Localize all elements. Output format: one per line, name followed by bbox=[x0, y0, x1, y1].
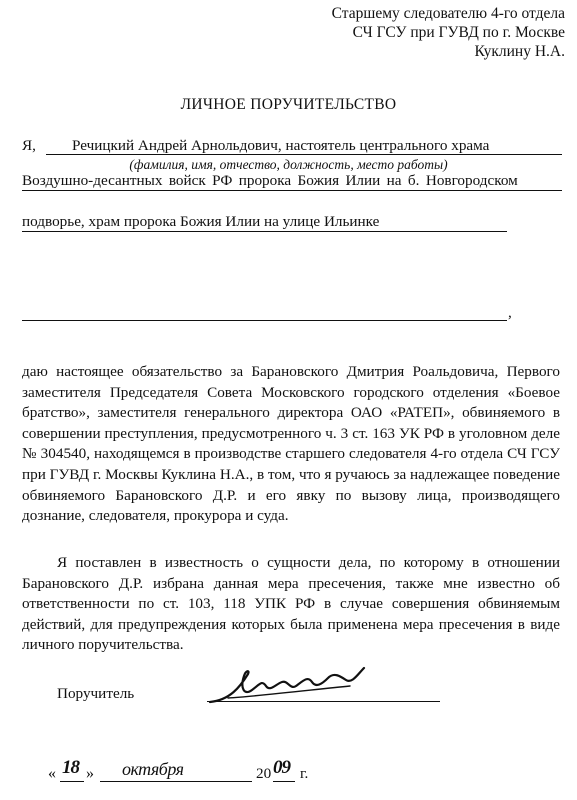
date-year-prefix: 20 bbox=[256, 765, 272, 782]
addressee-line-2: СЧ ГСУ при ГУВД по г. Москве bbox=[352, 24, 565, 41]
date-year-field bbox=[273, 757, 295, 782]
handwritten-signature bbox=[200, 662, 380, 712]
workplace-line-3 bbox=[22, 213, 507, 232]
date-close-quote: » bbox=[86, 765, 94, 782]
date-month-field bbox=[100, 761, 252, 782]
date-day-handwritten: 18 bbox=[62, 757, 79, 778]
obligation-paragraph: даю настоящее обязательство за Барановского Дмитрия Роальдовича, Первого заместителя Председателя Совета Московского городского отделения «Боевое братство», заместителя генерального директора ОАО «РАТЕП», обвиняемого в совершении преступления, предусмотренного ч. 3 ст. 163 УК РФ в уголовном деле № 304540, находящемся в производстве старшего следователя 4-го отдела СЧ ГСУ при ГУВД г. Москвы Куклина Н.А., в том, что я ручаюсь за надлежащее поведение обвиняемого Барановского Д.Р. и его явку по вызову лица, производящего дознание, следователя, прокурора и суда. bbox=[22, 363, 560, 525]
signature-label: Поручитель bbox=[57, 685, 135, 702]
addressee-line-1: Старшему следователю 4-го отдела bbox=[331, 5, 565, 22]
addressee-line-3: Куклину Н.А. bbox=[474, 43, 565, 60]
field-caption: (фамилия, имя, отчество, должность, место работы) bbox=[129, 157, 448, 172]
guarantor-name-text: Речицкий Андрей Арнольдович, настоятель центрального храма bbox=[72, 137, 490, 154]
guarantor-prefix: Я, bbox=[22, 137, 36, 154]
workplace-text-2: Воздушно-десантных войск РФ пророка Божия Илии на б. Новгородском bbox=[22, 172, 518, 189]
date-month-handwritten: октября bbox=[122, 759, 184, 779]
workplace-text-3: подворье, храм пророка Божия Илии на улице Ильинке bbox=[22, 213, 380, 230]
date-year-handwritten: 09 bbox=[273, 757, 290, 778]
workplace-line-2 bbox=[22, 172, 562, 191]
awareness-paragraph: Я поставлен в известность о сущности дела, по которому в отношении Барановского Д.Р. избрана данная мера пресечения, также мне известно об ответственности по ст. 103, 118 УПК РФ в случае совершения обвиняемым действий, для предупреждения которых была применена мера пресечения в виде личного поручительства. bbox=[22, 554, 560, 654]
blank-line bbox=[22, 302, 507, 321]
blank-line-comma: , bbox=[508, 304, 512, 321]
date-day-field bbox=[60, 757, 84, 782]
date-year-unit: г. bbox=[300, 765, 309, 782]
addressee-block bbox=[332, 4, 565, 61]
date-open-quote: « bbox=[48, 765, 56, 782]
guarantor-name-field bbox=[46, 137, 562, 155]
document-title: ЛИЧНОЕ ПОРУЧИТЕЛЬСТВО bbox=[180, 96, 397, 113]
